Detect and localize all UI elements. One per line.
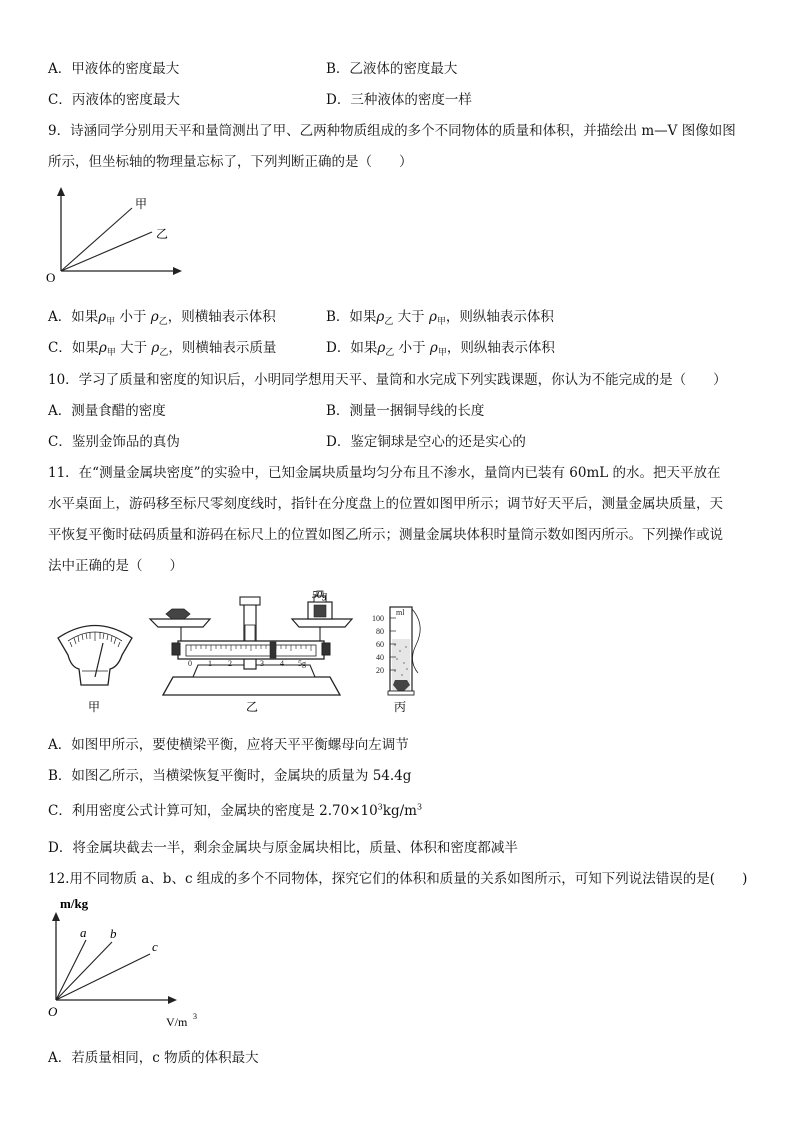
q9-option-d: D．如果$\rho_乙$ 小于 $\rho_甲$，则纵轴表示体积	[326, 340, 555, 358]
fig-label-yi: 乙	[246, 700, 259, 714]
q12-origin: O	[48, 1004, 58, 1019]
q12-graph	[44, 890, 224, 1030]
q10-option-b: B．测量一捆铜导线的长度	[326, 403, 485, 419]
q9-graph	[44, 186, 194, 286]
cylinder-unit: ml	[396, 608, 405, 617]
q9-option-a: A．如果$\rho_甲$ 小于 $\rho_乙$，则横轴表示体积	[48, 309, 276, 327]
q9-stem-line2: 所示，但坐标轴的物理量忘标了，下列判断正确的是（ ）	[48, 154, 413, 170]
q12-stem: 12.用不同物质 a、b、c 组成的多个不同物体，探究它们的体积和质量的关系如图所示，可知下列说法错误的是( )	[48, 871, 748, 887]
ruler-tick-0: 0	[188, 659, 192, 668]
q11-stem-line3: 平恢复平衡时砝码质量和游码在标尺上的位置如图乙所示；测量金属块体积时量筒示数如图丙所示。下列操作或说	[48, 527, 723, 543]
cyl-tick-60: 60	[376, 640, 384, 649]
q11-option-d: D．将金属块截去一半，剩余金属块与原金属块相比，质量、体积和密度都减半	[48, 840, 518, 856]
q8-option-a: A．甲液体的密度最大	[48, 61, 180, 77]
balance-figure-yi	[150, 591, 352, 695]
q12-xlabel: V/m	[166, 1015, 188, 1029]
q9-graph-label-yi: 乙	[156, 227, 169, 241]
q12-label-a: a	[80, 925, 87, 940]
cyl-tick-80: 80	[376, 627, 384, 636]
q11-option-a: A．如图甲所示，要使横梁平衡，应将天平平衡螺母向左调节	[48, 737, 409, 753]
ruler-tick-5: 5g	[298, 659, 306, 668]
q9-stem-line1: 9．诗涵同学分别用天平和量筒测出了甲、乙两种物质组成的多个不同物体的质量和体积，并描绘出 m—V 图像如图	[48, 123, 736, 139]
q8-option-b: B．乙液体的密度最大	[326, 61, 458, 77]
q10-option-d: D．鉴定铜球是空心的还是实心的	[326, 434, 526, 450]
q12-ylabel: m/kg	[60, 896, 89, 911]
q9-option-c: C．如果$\rho_甲$ 大于 $\rho_乙$，则横轴表示质量	[48, 340, 277, 358]
ruler-tick-2: 2	[228, 659, 232, 668]
q12-option-a: A．若质量相同，c 物质的体积最大	[48, 1050, 259, 1066]
q8-option-d: D．三种液体的密度一样	[326, 92, 472, 108]
weight-label: 50g	[312, 590, 327, 601]
q11-stem-line4: 法中正确的是（ ）	[48, 558, 183, 574]
q10-stem: 10．学习了质量和密度的知识后，小明同学想用天平、量筒和水完成下列实践课题，你认为不能完成的是（ ）	[48, 372, 727, 388]
fig-label-jia: 甲	[88, 700, 101, 714]
q9-graph-origin: O	[46, 270, 56, 285]
q9-option-b: B．如果$\rho_乙$ 大于 $\rho_甲$，则纵轴表示体积	[326, 309, 554, 327]
q11-option-c: C．利用密度公式计算可知，金属块的密度是 $2.70\times 10^3kg/m^3$	[48, 802, 423, 819]
q10-option-a: A．测量食醋的密度	[48, 403, 166, 419]
cyl-tick-100: 100	[372, 614, 384, 623]
q12-xlabel-sup: 3	[193, 1012, 197, 1021]
cylinder-figure-bing	[388, 607, 420, 695]
ruler-tick-4: 4	[280, 659, 284, 668]
q11-option-b: B．如图乙所示，当横梁恢复平衡时，金属块的质量为 54.4g	[48, 768, 412, 784]
q12-label-b: b	[110, 926, 117, 941]
cyl-tick-40: 40	[376, 653, 384, 662]
ruler-tick-1: 1	[208, 659, 212, 668]
q9-graph-label-jia: 甲	[135, 197, 148, 211]
dial-figure-jia	[58, 626, 132, 686]
cyl-tick-20: 20	[376, 666, 384, 675]
fig-label-bing: 丙	[394, 700, 407, 714]
q11-stem-line2: 水平桌面上，游码移至标尺零刻度线时，指针在分度盘上的位置如图甲所示；调节好天平后，测量金属块质量，天	[48, 496, 723, 512]
q11-stem-line1: 11．在“测量金属块密度”的实验中，已知金属块质量均匀分布且不渗水，量筒内已装有 60mL 的水。把天平放在	[48, 465, 721, 481]
q12-label-c: c	[152, 939, 158, 954]
q8-option-c: C．丙液体的密度最大	[48, 92, 180, 108]
ruler-tick-3: 3	[260, 659, 264, 668]
q10-option-c: C．鉴别金饰品的真伪	[48, 434, 180, 450]
q11-figure	[48, 585, 438, 720]
